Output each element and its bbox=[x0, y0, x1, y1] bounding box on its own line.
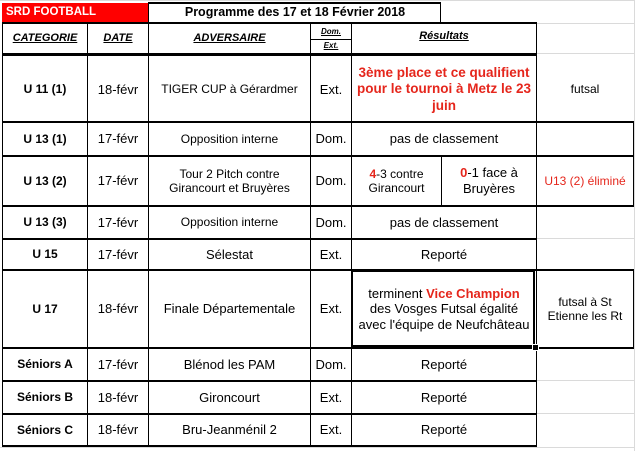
row-8-resultat: Reporté bbox=[420, 389, 468, 405]
row-8-date: 18-févr bbox=[97, 389, 139, 405]
header-ext: Ext. bbox=[323, 41, 339, 51]
row-1-adversaire: TIGER CUP à Gérardmer bbox=[161, 82, 298, 97]
header-resultats: Résultats bbox=[419, 30, 469, 42]
header-categorie: CATEGORIE bbox=[12, 32, 78, 45]
row-9-resultat: Reporté bbox=[420, 422, 468, 438]
row-6-note: futsal à St Etienne les Rt bbox=[547, 294, 623, 323]
border-col-2 bbox=[148, 2, 149, 447]
border-row-8 bbox=[2, 413, 537, 415]
row-6-text-pre: terminent bbox=[368, 285, 427, 301]
row-5-categorie: U 15 bbox=[32, 247, 58, 262]
row-9-adversaire: Bru-Jeanménil 2 bbox=[182, 422, 277, 438]
border-col-7 bbox=[633, 121, 634, 207]
border-subheader bbox=[310, 39, 352, 40]
row-6-date: 18-févr bbox=[97, 301, 139, 317]
row-3-categorie: U 13 (2) bbox=[23, 173, 67, 188]
border-col-1 bbox=[87, 22, 88, 447]
row-4-date: 17-févr bbox=[97, 214, 139, 230]
border-below-title bbox=[2, 22, 537, 24]
row-9-date: 18-févr bbox=[97, 422, 139, 438]
row-3-text-a: -3 contre Girancourt bbox=[368, 166, 425, 195]
row-1-date: 18-févr bbox=[97, 81, 139, 97]
row-3-lieu: Dom. bbox=[315, 173, 347, 189]
row-2-categorie: U 13 (1) bbox=[23, 131, 67, 146]
row-1-lieu: Ext. bbox=[319, 81, 343, 97]
row-5-lieu: Ext. bbox=[319, 246, 343, 262]
row-4-resultat: pas de classement bbox=[389, 214, 499, 230]
border-row-3 bbox=[2, 205, 634, 207]
border-row-5 bbox=[2, 269, 634, 271]
row-4-categorie: U 13 (3) bbox=[23, 215, 67, 230]
border-top bbox=[148, 2, 441, 4]
row-9-lieu: Ext. bbox=[319, 422, 343, 438]
row-6-text-post: des Vosges Futsal égalité avec l'équipe de Neufchâteau bbox=[358, 301, 530, 332]
border-col-0 bbox=[2, 22, 3, 447]
row-5-resultat: Reporté bbox=[420, 246, 468, 262]
row-8-adversaire: Gironcourt bbox=[199, 389, 260, 405]
row-7-categorie: Séniors A bbox=[17, 357, 73, 372]
row-7-resultat: Reporté bbox=[420, 356, 468, 372]
row-3-adversaire: Tour 2 Pitch contre Girancourt et Bruyères bbox=[169, 166, 290, 195]
border-col-4 bbox=[351, 22, 352, 447]
row-6-lieu: Ext. bbox=[319, 301, 343, 317]
border-row-6 bbox=[2, 347, 634, 349]
border-row-7 bbox=[2, 380, 537, 382]
sheet-title: SRD FOOTBALL bbox=[2, 3, 148, 22]
row-8-categorie: Séniors B bbox=[16, 390, 73, 405]
row-3-note: U13 (2) éliminé bbox=[544, 173, 626, 188]
border-col-3 bbox=[310, 22, 311, 447]
row-3-score-a: 4 bbox=[369, 166, 377, 181]
row-2-date: 17-févr bbox=[97, 131, 139, 147]
row-7-adversaire: Blénod les PAM bbox=[183, 356, 276, 372]
border-col-7b bbox=[633, 269, 634, 349]
selected-cell[interactable] bbox=[351, 270, 535, 347]
row-7-date: 17-févr bbox=[97, 356, 139, 372]
row-2-resultat: pas de classement bbox=[389, 131, 499, 147]
row-5-date: 17-févr bbox=[97, 246, 139, 262]
row-3-result-a bbox=[352, 157, 441, 205]
row-1-resultat: 3ème place et ce qualifient pour le tournoi à Metz le 23 juin bbox=[356, 65, 532, 113]
row-6-categorie: U 17 bbox=[32, 301, 58, 316]
row-3-text-b: -1 face à Bruyères bbox=[462, 165, 518, 196]
header-dom: Dom. bbox=[321, 26, 341, 36]
header-adversaire: ADVERSAIRE bbox=[193, 32, 266, 45]
border-bottom bbox=[2, 445, 537, 447]
row-4-adversaire: Opposition interne bbox=[180, 215, 279, 230]
row-3-result-b bbox=[442, 157, 536, 205]
row-6-highlight: Vice Champion bbox=[426, 285, 520, 301]
row-9-categorie: Séniors C bbox=[16, 422, 73, 437]
border-col-title-end bbox=[440, 2, 441, 22]
border-below-header bbox=[2, 53, 537, 56]
row-3-score-b: 0 bbox=[460, 165, 468, 181]
row-6-adversaire: Finale Départementale bbox=[163, 301, 296, 317]
programme-title: Programme des 17 et 18 Février 2018 bbox=[184, 5, 406, 19]
border-col-6 bbox=[536, 22, 537, 447]
border-row-4 bbox=[2, 238, 537, 240]
row-2-adversaire: Opposition interne bbox=[180, 131, 279, 146]
row-1-categorie: U 11 (1) bbox=[23, 82, 67, 97]
fill-handle[interactable] bbox=[532, 344, 539, 351]
row-8-lieu: Ext. bbox=[319, 389, 343, 405]
header-date: DATE bbox=[103, 32, 133, 45]
border-row-2 bbox=[2, 155, 634, 157]
row-3-date: 17-févr bbox=[97, 173, 139, 189]
row-1-note: futsal bbox=[570, 82, 600, 97]
row-5-adversaire: Sélestat bbox=[206, 246, 253, 262]
row-2-lieu: Dom. bbox=[315, 131, 347, 147]
row-7-lieu: Dom. bbox=[315, 356, 347, 372]
border-row-1 bbox=[2, 121, 634, 123]
border-col-5 bbox=[441, 157, 442, 205]
row-4-lieu: Dom. bbox=[315, 214, 347, 230]
